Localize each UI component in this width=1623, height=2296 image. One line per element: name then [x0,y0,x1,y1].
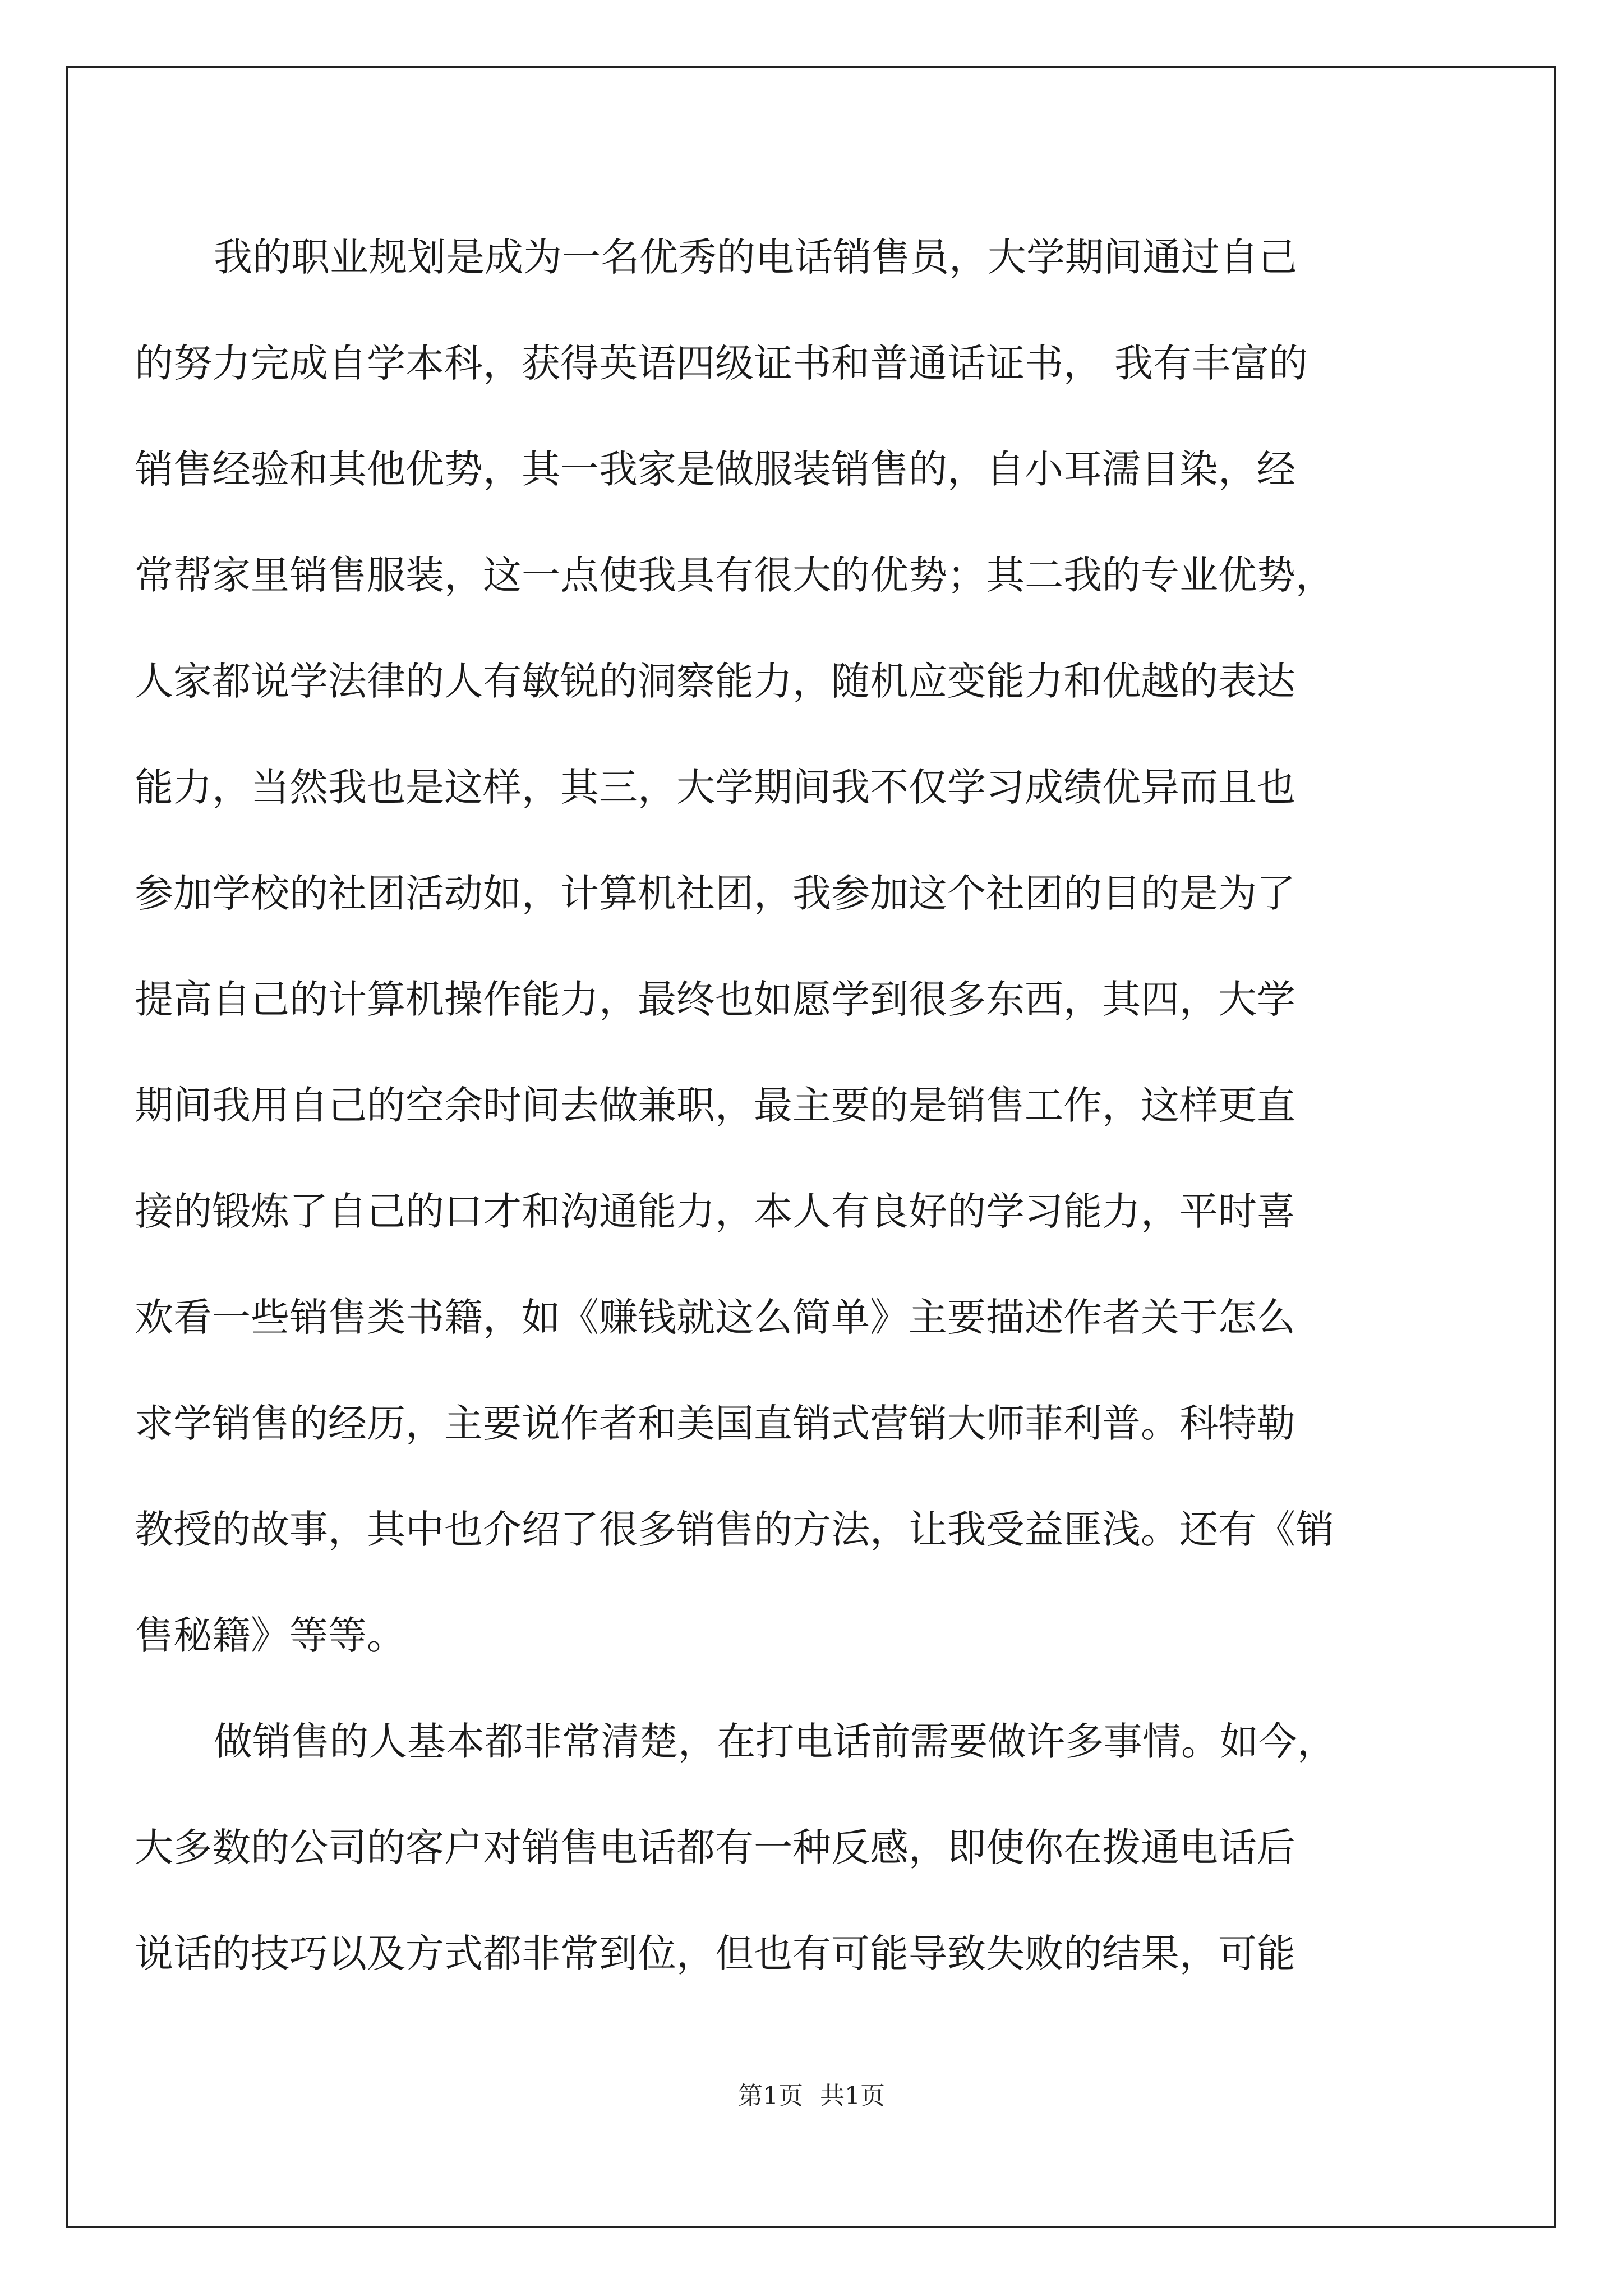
paragraph-2: 做销售的人基本都非常清楚，在打电话前需要做许多事情。如今， 大多数的公司的客户对销售电话都有一种反感，即使你在拨通电话后 说话的技巧以及方式都非常到位，但也有可能导致失败的结果，可能 [135,1719,1336,1976]
paragraph-1: 我的职业规划是成为一名优秀的电话销售员，大学期间通过自己 的努力完成自学本科，获得英语四级证书和普通话证书， 我有丰富的 销售经验和其他优势，其一我家是做服装销售的，自小耳濡目染，经 常帮家里销售服装，这一点使我具有很大的优势；其二我的专业优势， 人家都说学法律的人有敏锐的洞察能力，随机应变能力和优越的表达 能力，当然我也是这样，其三，大学期间我不仅学习成绩优异而且也 参加学校的社团活动如，计算机社团，我参加这个社团的目的是为了 提高自己的计算机操作能力，最终也如愿学到很多东西，其四，大学 期间我用自己的空余时间去做兼职，最主要的是销售工作，这样更直 接的锻炼了自己的口才和沟通能力，本人有良好的学习能力，平时喜 欢看一些销售类书籍，如《赚钱就这么简单》主要描述作者关于怎么 求学销售的经历，主要说作者和美国直销式营销大师菲利普。科特勒 教授的故事，其中也介绍了很多销售的方法，让我受益匪浅。还有《销 售秘籍》等等。 [135,235,1334,1658]
page-total: 共1页 [820,2082,885,2110]
document-body [135,205,1440,2007]
page-footer [0,2076,1623,2111]
page-number: 第1页 [738,2082,803,2110]
